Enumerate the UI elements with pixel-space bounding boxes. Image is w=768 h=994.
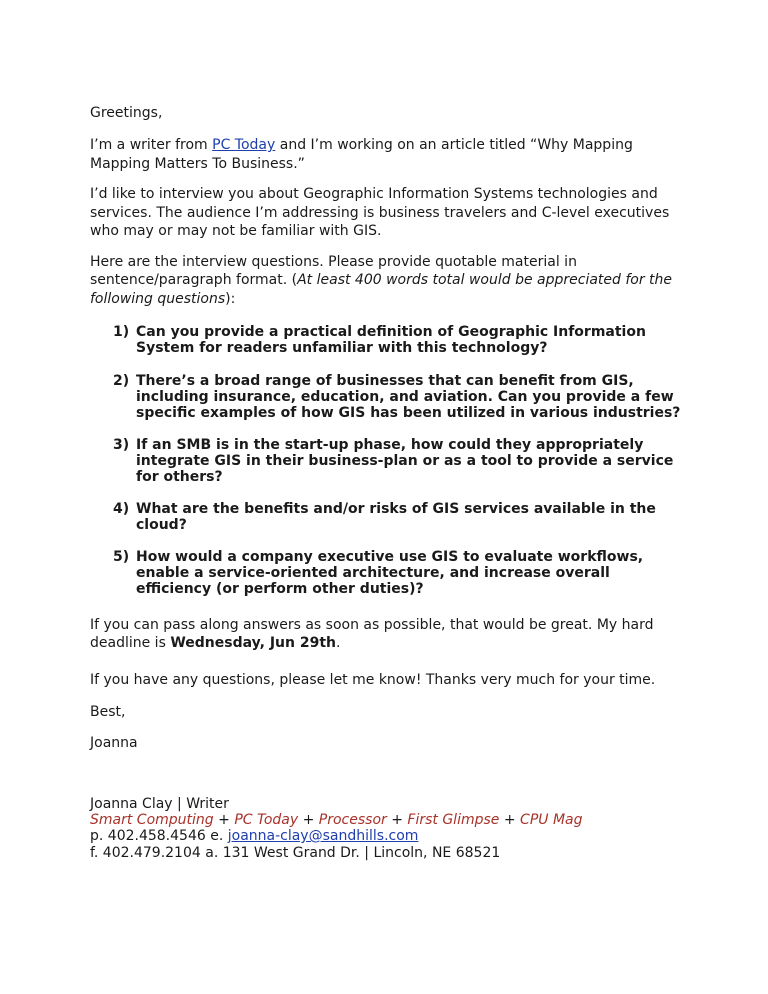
interview-para-line-3: who may or may not be familiar with GIS.	[90, 223, 382, 239]
questions-intro-italic: At least 400 words total would be appreciated for the	[297, 272, 673, 288]
question-line: including insurance, education, and aviation. Can you provide a few	[136, 389, 674, 405]
signature-title: Joanna Clay | Writer	[90, 796, 229, 812]
question-line: specific examples of how GIS has been utilized in various industries?	[136, 405, 681, 421]
signature-fax-address: f. 402.479.2104 a. 131 West Grand Dr. | Lincoln, NE 68521	[90, 845, 501, 861]
brand-processor: Processor	[318, 812, 387, 828]
questions-intro-line-1: Here are the interview questions. Please provide quotable material in	[90, 254, 577, 270]
greeting: Greetings,	[90, 105, 163, 121]
question-number: 3)	[113, 437, 130, 453]
plus-separator: +	[213, 812, 235, 828]
questions-intro-suffix: ):	[225, 291, 236, 307]
question-line: How would a company executive use GIS to evaluate workflows,	[136, 549, 644, 565]
interview-para-line-1: I’d like to interview you about Geographic Information Systems technologies and	[90, 186, 658, 202]
question-line: What are the benefits and/or risks of GIS services available in the	[136, 501, 656, 517]
email-link[interactable]: joanna-clay@sandhills.com	[227, 828, 419, 844]
signature-phone-email	[90, 827, 418, 846]
plus-separator: +	[499, 812, 521, 828]
question-line: Can you provide a practical definition of Geographic Information	[136, 324, 646, 340]
intro-line-1	[90, 136, 633, 155]
question-line: efficiency (or perform other duties)?	[136, 581, 424, 597]
question-number: 1)	[113, 324, 130, 340]
plus-separator: +	[386, 812, 408, 828]
deadline-prefix: deadline is	[90, 635, 171, 651]
plus-separator: +	[298, 812, 319, 828]
brand-pc-today: PC Today	[234, 812, 299, 828]
deadline-suffix: .	[336, 635, 341, 651]
question-line: integrate GIS in their business-plan or as a tool to provide a service	[136, 453, 674, 469]
phone-prefix: p. 402.458.4546 e.	[90, 828, 228, 844]
deadline-line-1: If you can pass along answers as soon as possible, that would be great. My hard	[90, 617, 654, 633]
sender-name: Joanna	[90, 735, 138, 751]
brand-cpu-mag: CPU Mag	[520, 812, 583, 828]
interview-para-line-2: services. The audience I’m addressing is business travelers and C-level executives	[90, 205, 670, 221]
intro-suffix: and I’m working on an article titled “Why Mapping	[275, 137, 633, 153]
intro-line-2: Mapping Matters To Business.”	[90, 156, 305, 172]
questions-intro-line-3	[90, 290, 235, 309]
question-line: enable a service-oriented architecture, and increase overall	[136, 565, 610, 581]
question-line: cloud?	[136, 517, 187, 533]
intro-prefix: I’m a writer from	[90, 137, 213, 153]
question-number: 4)	[113, 501, 130, 517]
pc-today-link[interactable]: PC Today	[212, 137, 276, 153]
question-number: 5)	[113, 549, 130, 565]
question-number: 2)	[113, 373, 130, 389]
brand-first-glimpse: First Glimpse	[407, 812, 500, 828]
question-line: System for readers unfamiliar with this technology?	[136, 340, 548, 356]
deadline-line-2	[90, 634, 340, 653]
question-line: There’s a broad range of businesses that can benefit from GIS,	[136, 373, 634, 389]
question-line: If an SMB is in the start-up phase, how could they appropriately	[136, 437, 644, 453]
signoff: Best,	[90, 704, 126, 720]
brand-smart-computing: Smart Computing	[90, 812, 214, 828]
question-line: for others?	[136, 469, 223, 485]
questions-intro-italic-2: following questions	[90, 291, 226, 307]
deadline-date: Wednesday, Jun 29th	[170, 635, 337, 651]
closing-note: If you have any questions, please let me know! Thanks very much for your time.	[90, 672, 656, 688]
questions-intro-prefix: sentence/paragraph format. (	[90, 272, 298, 288]
questions-intro-line-2	[90, 271, 672, 290]
